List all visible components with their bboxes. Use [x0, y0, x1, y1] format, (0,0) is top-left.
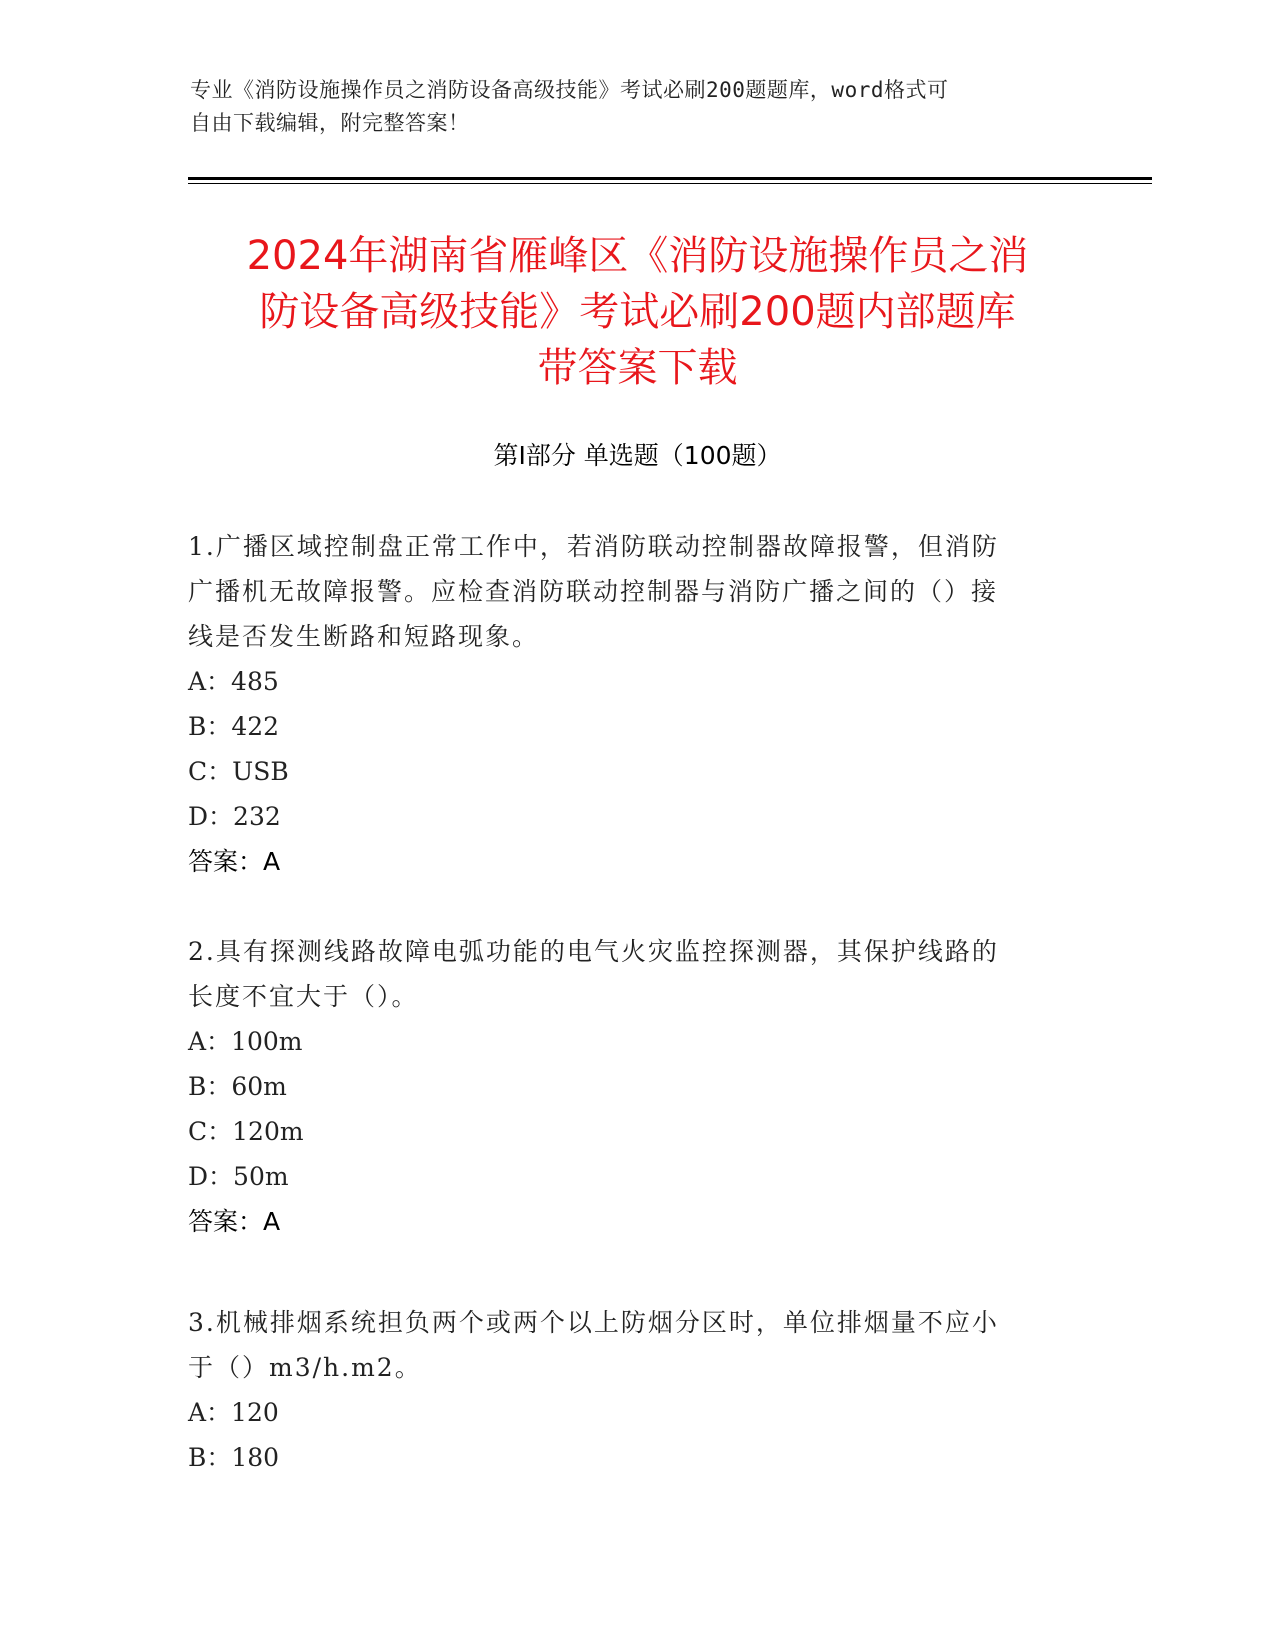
document-title: [160, 228, 1115, 396]
header-note-line: 自由下载编辑，附完整答案！: [190, 111, 470, 135]
question-stem-line: 线是否发生断路和短路现象。: [188, 622, 540, 651]
question-item: [188, 929, 1068, 1244]
header-divider-thick: [188, 177, 1152, 180]
option-b: B：180: [188, 1443, 280, 1472]
option-a: A：485: [188, 667, 279, 696]
section-heading: 第I部分 单选题（100题）: [493, 441, 782, 470]
option-b: B：60m: [188, 1072, 287, 1101]
question-stem-line: 于（）m3/h.m2。: [188, 1353, 422, 1382]
option-d: D：50m: [188, 1162, 289, 1191]
question-stem-line: 广播机无故障报警。应检查消防联动控制器与消防广播之间的（）接: [188, 577, 999, 606]
answer-line: 答案：A: [188, 1207, 281, 1236]
question-item: [188, 524, 1068, 884]
answer-line: 答案：A: [188, 847, 281, 876]
question-item: [188, 1300, 1068, 1480]
option-b: B：422: [188, 712, 280, 741]
question-stem-line: 长度不宜大于（）。: [188, 982, 419, 1011]
option-c: C：120m: [188, 1117, 304, 1146]
question-stem-line: 2.具有探测线路故障电弧功能的电气火灾监控探测器，其保护线路的: [188, 937, 999, 966]
header-note-line: 专业《消防设施操作员之消防设备高级技能》考试必刷200题题库，word格式可: [190, 78, 949, 102]
header-divider-thin: [188, 183, 1152, 184]
document-title-line: 防设备高级技能》考试必刷200题内部题库: [259, 289, 1016, 335]
option-a: A：120: [188, 1398, 279, 1427]
option-c: C：USB: [188, 757, 289, 786]
document-title-line: 2024年湖南省雁峰区《消防设施操作员之消: [246, 233, 1029, 279]
document-title-line: 带答案下载: [537, 345, 738, 391]
question-stem-line: 3.机械排烟系统担负两个或两个以上防烟分区时，单位排烟量不应小: [188, 1308, 999, 1337]
option-d: D：232: [188, 802, 281, 831]
option-a: A：100m: [188, 1027, 303, 1056]
question-stem-line: 1.广播区域控制盘正常工作中，若消防联动控制器故障报警，但消防: [188, 532, 999, 561]
header-note: [190, 74, 1070, 140]
